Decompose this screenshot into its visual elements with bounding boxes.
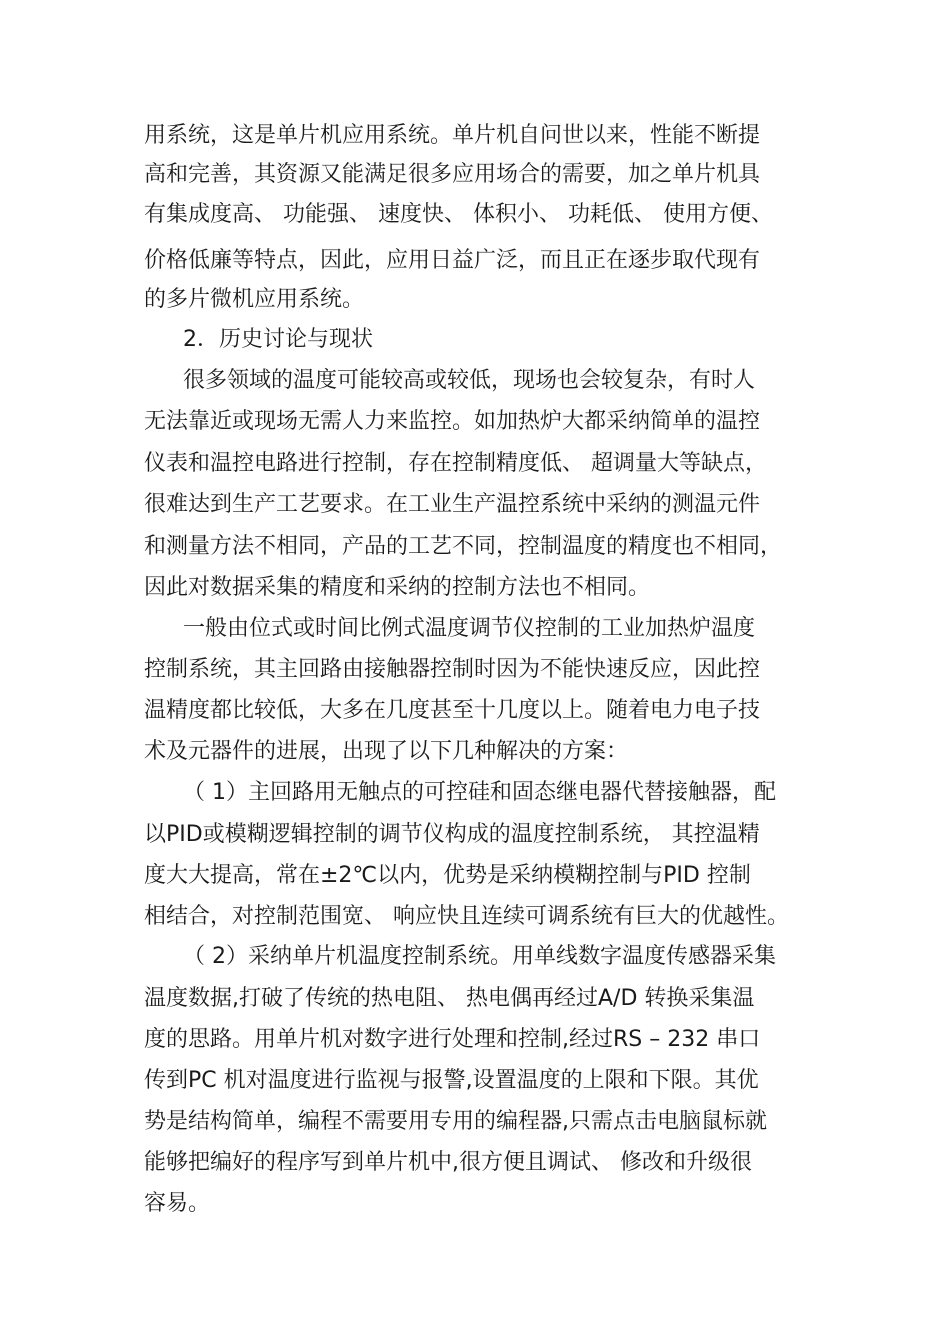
status-line-1: 很多领域的温度可能较高或较低，现场也会较复杂，有时人 (183, 368, 756, 393)
furnace-line-1: 一般由位式或时间比例式温度调节仪控制的工业加热炉温度 (183, 616, 756, 641)
solution-1-line-2: 以PID或模糊逻辑控制的调节仪构成的温度控制系统， 其控温精 (144, 822, 760, 847)
solution-1-line-3: 度大大提高，常在±2℃以内，优势是采纳模糊控制与PID 控制 (144, 863, 751, 888)
solution-1-line-1: （ 1）主回路用无触点的可控硅和固态继电器代替接触器，配 (183, 780, 776, 805)
solution-1-line-4: 相结合，对控制范围宽、 响应快且连续可调系统有巨大的优越性。 (144, 904, 789, 929)
solution-2-line-7: 容易。 (144, 1191, 211, 1216)
solution-2-line-2: 温度数据,打破了传统的热电阻、 热电偶再经过A/D 转换采集温 (144, 986, 755, 1011)
status-line-4: 很难达到生产工艺要求。在工业生产温控系统中采纳的测温元件 (144, 492, 761, 517)
furnace-line-4: 术及元器件的进展，出现了以下几种解决的方案： (144, 739, 629, 764)
intro-line-4: 价格低廉等特点，因此，应用日益广泛，而且正在逐步取代现有 (144, 248, 761, 273)
solution-2-line-5: 势是结构简单，编程不需要用专用的编程器,只需点击电脑鼠标就 (144, 1109, 767, 1134)
intro-line-5: 的多片微机应用系统。 (144, 287, 365, 312)
intro-line-2: 高和完善，其资源又能满足很多应用场合的需要，加之单片机具 (144, 162, 761, 187)
furnace-line-3: 温精度都比较低，大多在几度甚至十几度以上。随着电力电子技 (144, 698, 761, 723)
section-heading: 2．历史讨论与现状 (183, 327, 373, 352)
solution-2-line-4: 传到PC 机对温度进行监视与报警,设置温度的上限和下限。其优 (144, 1068, 759, 1093)
intro-line-1: 用系统，这是单片机应用系统。单片机自问世以来，性能不断提 (144, 123, 761, 148)
status-line-2: 无法靠近或现场无需人力来监控。如加热炉大都采纳简单的温控 (144, 409, 761, 434)
status-line-6: 因此对数据采集的精度和采纳的控制方法也不相同。 (144, 575, 651, 600)
status-line-5: 和测量方法不相同，产品的工艺不同，控制温度的精度也不相同， (144, 534, 783, 559)
solution-2-line-6: 能够把编好的程序写到单片机中,很方便且调试、 修改和升级很 (144, 1150, 752, 1175)
solution-2-line-3: 度的思路。用单片机对数字进行处理和控制,经过RS – 232 串口 (144, 1027, 761, 1052)
status-line-3: 仪表和温控电路进行控制，存在控制精度低、 超调量大等缺点， (144, 451, 767, 476)
intro-line-3: 有集成度高、 功能强、 速度快、 体积小、 功耗低、 使用方便、 (144, 202, 773, 227)
solution-2-line-1: （ 2）采纳单片机温度控制系统。用单线数字温度传感器采集 (183, 944, 776, 969)
furnace-line-2: 控制系统，其主回路由接触器控制时因为不能快速反应，因此控 (144, 657, 761, 682)
